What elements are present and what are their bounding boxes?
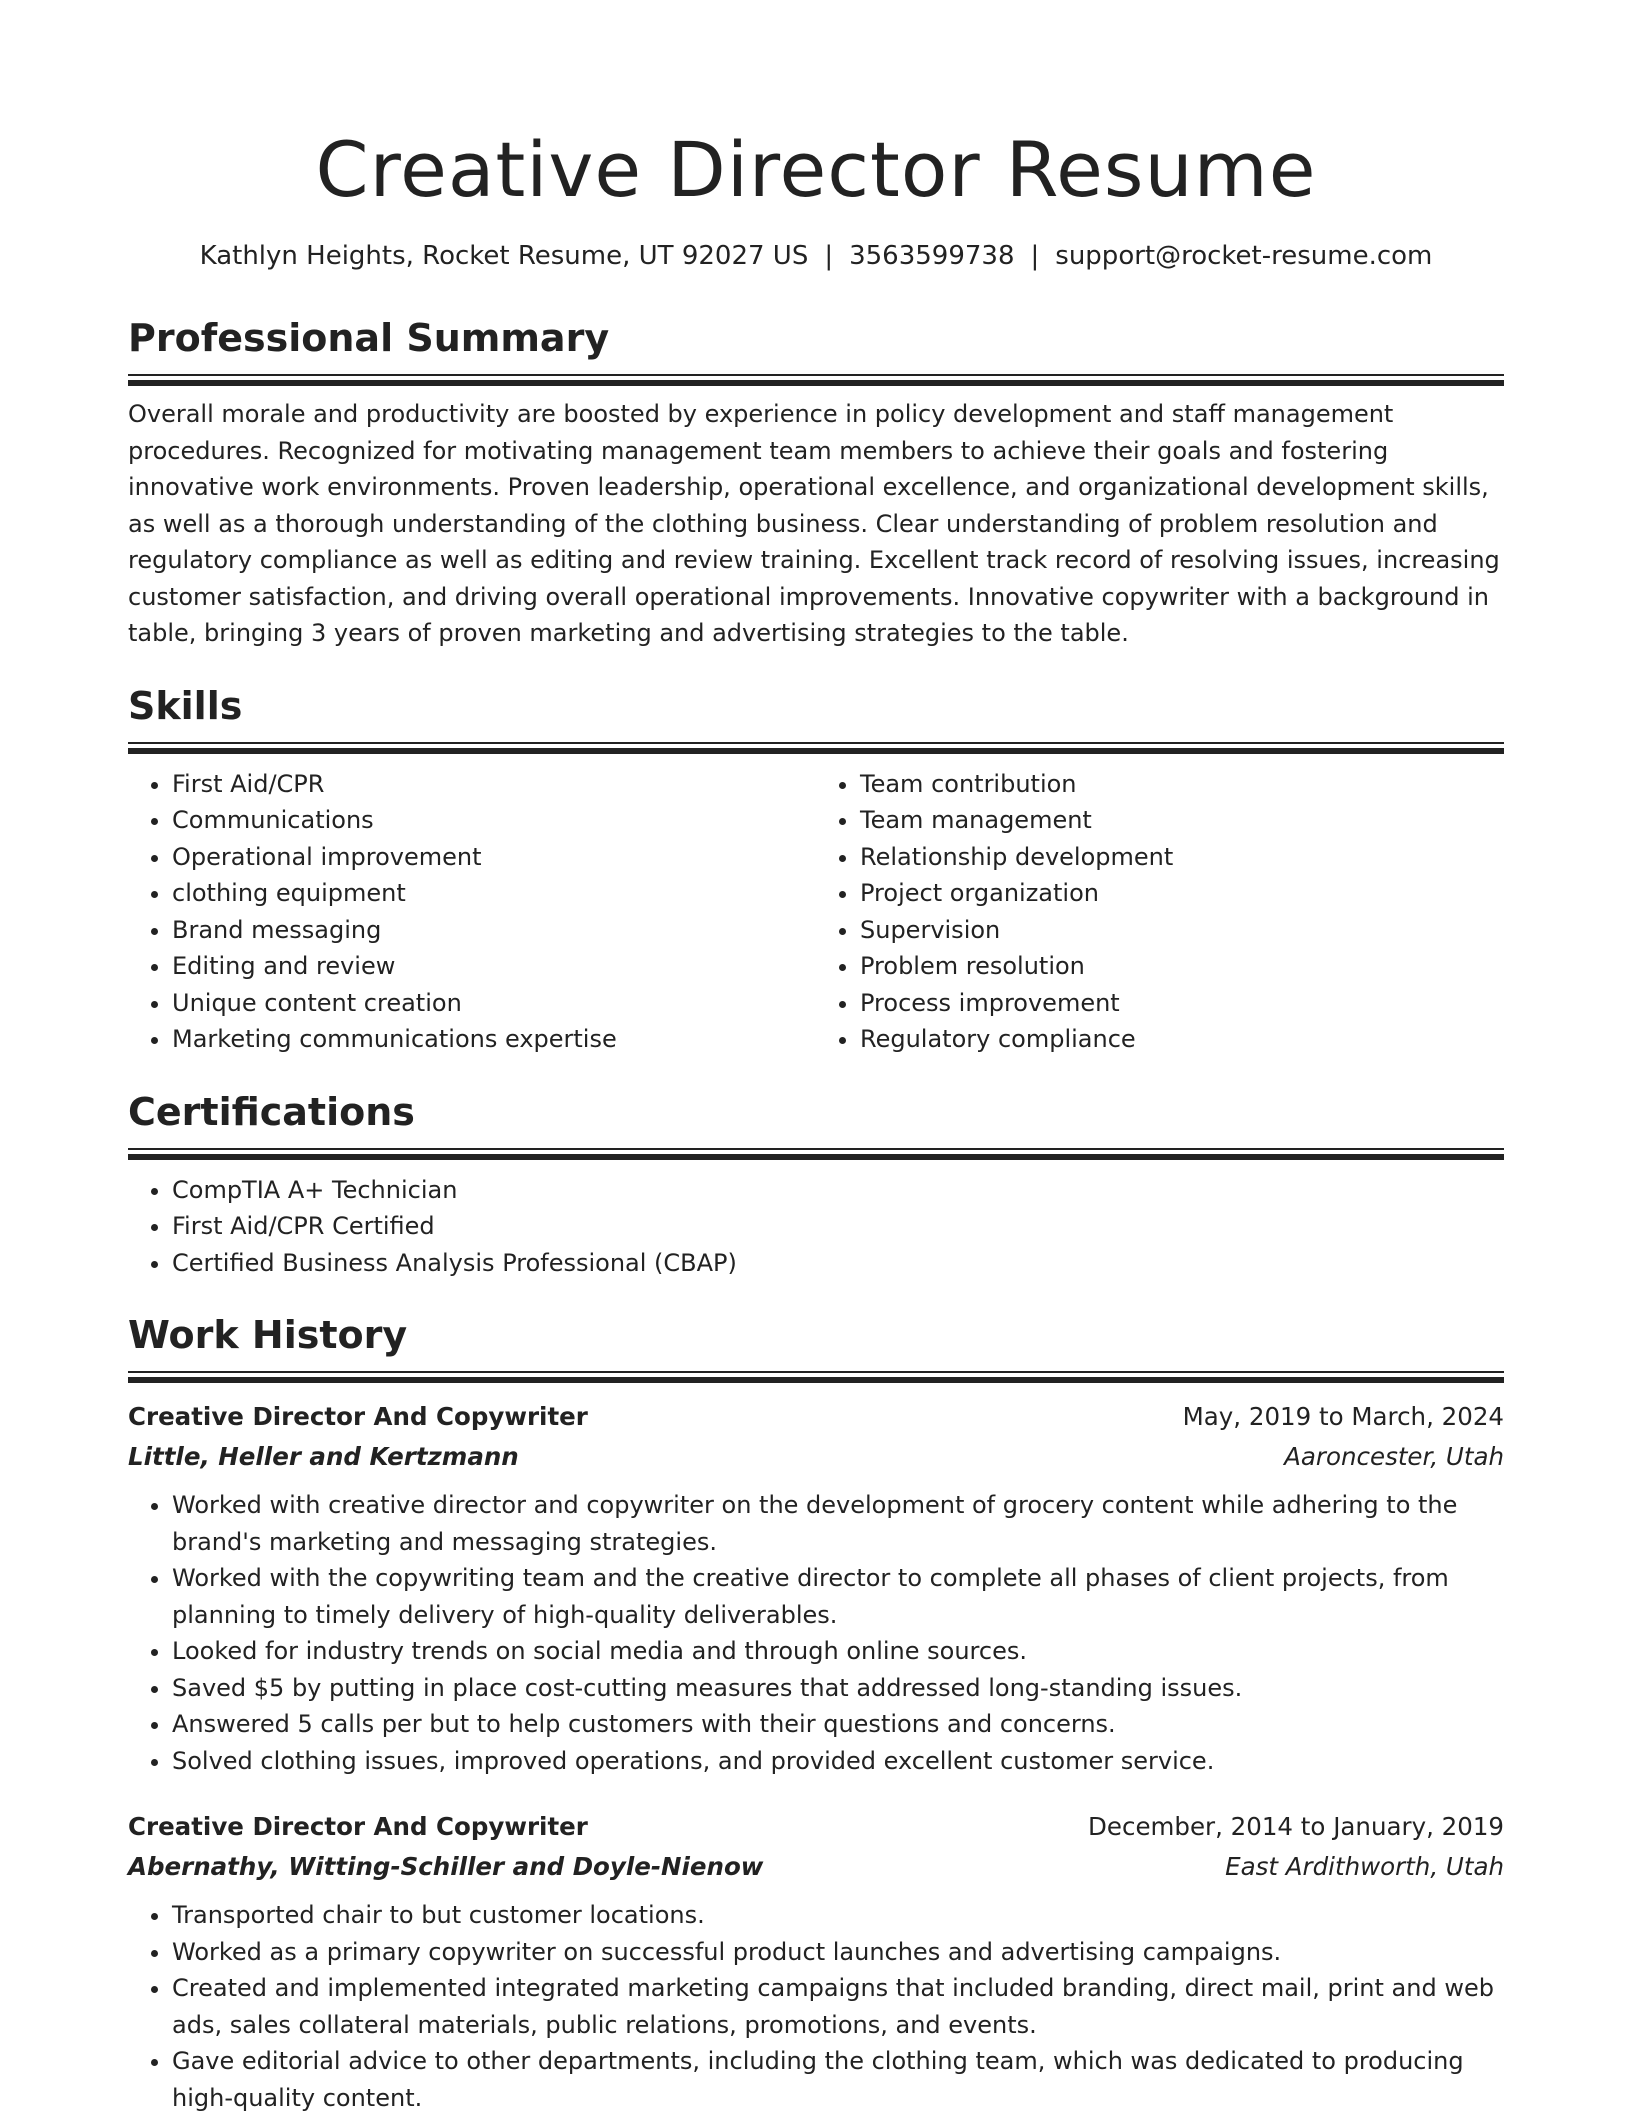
job-entry [128,1397,1504,1779]
job-location: East Ardithworth, Utah [1225,1852,1504,1881]
job-company-row [128,1437,1504,1477]
certification-item: • CompTIA A+ Technician [172,1172,1504,1209]
skill-item: • Editing and review [172,948,816,985]
job-company: Abernathy, Witting-Schiller and Doyle-Nienow [128,1852,764,1881]
job-bullet: • Worked with the copywriting team and the creative director to complete all phases of client projects, from planning to timely delivery of high-quality deliverables. [172,1560,1504,1633]
contact-phone: 3563599738 [849,241,1015,271]
job-location: Aaroncester, Utah [1284,1442,1504,1471]
job-bullet: • Looked for industry trends on social media and through online sources. [172,1633,1504,1670]
skill-item: • Brand messaging [172,912,816,949]
summary-text: Overall morale and productivity are boosted by experience in policy development and staff management procedures. Recognized for motivating management team members to achieve their goals and fostering innovative work environments. Proven leadership, operational excellence, and organizational development skills, as well as a thorough understanding of the clothing business. Clear understanding of problem resolution and regulatory compliance as well as editing and review training. Excellent track record of resolving issues, increasing customer satisfaction, and driving overall operational improvements. Innovative copywriter with a background in table, bringing 3 years of proven marketing and advertising strategies to the table. [128,400,1500,647]
skills-list-left [128,766,816,1058]
job-company: Little, Heller and Kertzmann [128,1442,519,1471]
skill-item: • Regulatory compliance [860,1021,1504,1058]
job-bullet: • Transported chair to but customer locations. [172,1897,1504,1934]
job-title: Creative Director And Copywriter [128,1402,588,1431]
section-divider [128,374,1504,386]
job-header-row [128,1807,1504,1847]
skill-item: • Project organization [860,875,1504,912]
skill-item: • clothing equipment [172,875,816,912]
job-dates: December, 2014 to January, 2019 [1088,1812,1504,1841]
job-bullet: • Saved $5 by putting in place cost-cutting measures that addressed long-standing issues. [172,1670,1504,1707]
job-dates: May, 2019 to March, 2024 [1182,1402,1504,1431]
skill-item: • Process improvement [860,985,1504,1022]
skill-item: • Marketing communications expertise [172,1021,816,1058]
certifications-section [128,1086,1504,1282]
skill-item: • Communications [172,802,816,839]
skill-item: • First Aid/CPR [172,766,816,803]
job-bullet: • Solved clothing issues, improved operations, and provided excellent customer service. [172,1743,1504,1780]
job-title: Creative Director And Copywriter [128,1812,588,1841]
work-history-section [128,1309,1504,2116]
contact-separator: | [1030,241,1040,271]
job-bullet: • Worked as a primary copywriter on successful product launches and advertising campaigns. [172,1934,1504,1971]
skills-section [128,680,1504,1058]
skills-columns [128,766,1504,1058]
skill-item: • Team contribution [860,766,1504,803]
job-bullet: • Worked with creative director and copywriter on the development of grocery content while adhering to the brand's marketing and messaging strategies. [172,1487,1504,1560]
section-heading-certifications: Certifications [128,1089,415,1134]
contact-separator: | [824,241,834,271]
job-header-row [128,1397,1504,1437]
skill-item: • Supervision [860,912,1504,949]
skill-item: • Team management [860,802,1504,839]
contact-address: Kathlyn Heights, Rocket Resume, UT 92027 US [199,241,809,271]
skill-item: • Relationship development [860,839,1504,876]
job-entry [128,1807,1504,2116]
section-heading-summary: Professional Summary [128,316,610,360]
section-divider [128,742,1504,754]
certifications-list [128,1172,1504,1282]
job-bullet-list [128,1897,1504,2116]
job-bullet: • Gave editorial advice to other departments, including the clothing team, which was dedicated to producing high-quality content. [172,2043,1504,2116]
contact-line [128,236,1504,276]
certification-item: • Certified Business Analysis Professional (CBAP) [172,1245,1504,1282]
certification-item: • First Aid/CPR Certified [172,1208,1504,1245]
job-company-row [128,1847,1504,1887]
contact-email: support@rocket-resume.com [1055,241,1433,271]
skills-list-right [816,766,1504,1058]
section-heading-work-history: Work History [128,1313,408,1357]
section-divider [128,1371,1504,1383]
resume-title: Creative Director Resume [315,125,1317,214]
section-divider [128,1148,1504,1160]
section-heading-skills: Skills [128,683,243,728]
skill-item: • Operational improvement [172,839,816,876]
skill-item: • Unique content creation [172,985,816,1022]
job-bullet: • Created and implemented integrated marketing campaigns that included branding, direct mail, print and web ads, sales collateral materials, public relations, promotions, and events. [172,1970,1504,2043]
job-bullet: • Answered 5 calls per but to help customers with their questions and concerns. [172,1706,1504,1743]
skill-item: • Problem resolution [860,948,1504,985]
summary-section [128,312,1504,652]
job-bullet-list [128,1487,1504,1779]
